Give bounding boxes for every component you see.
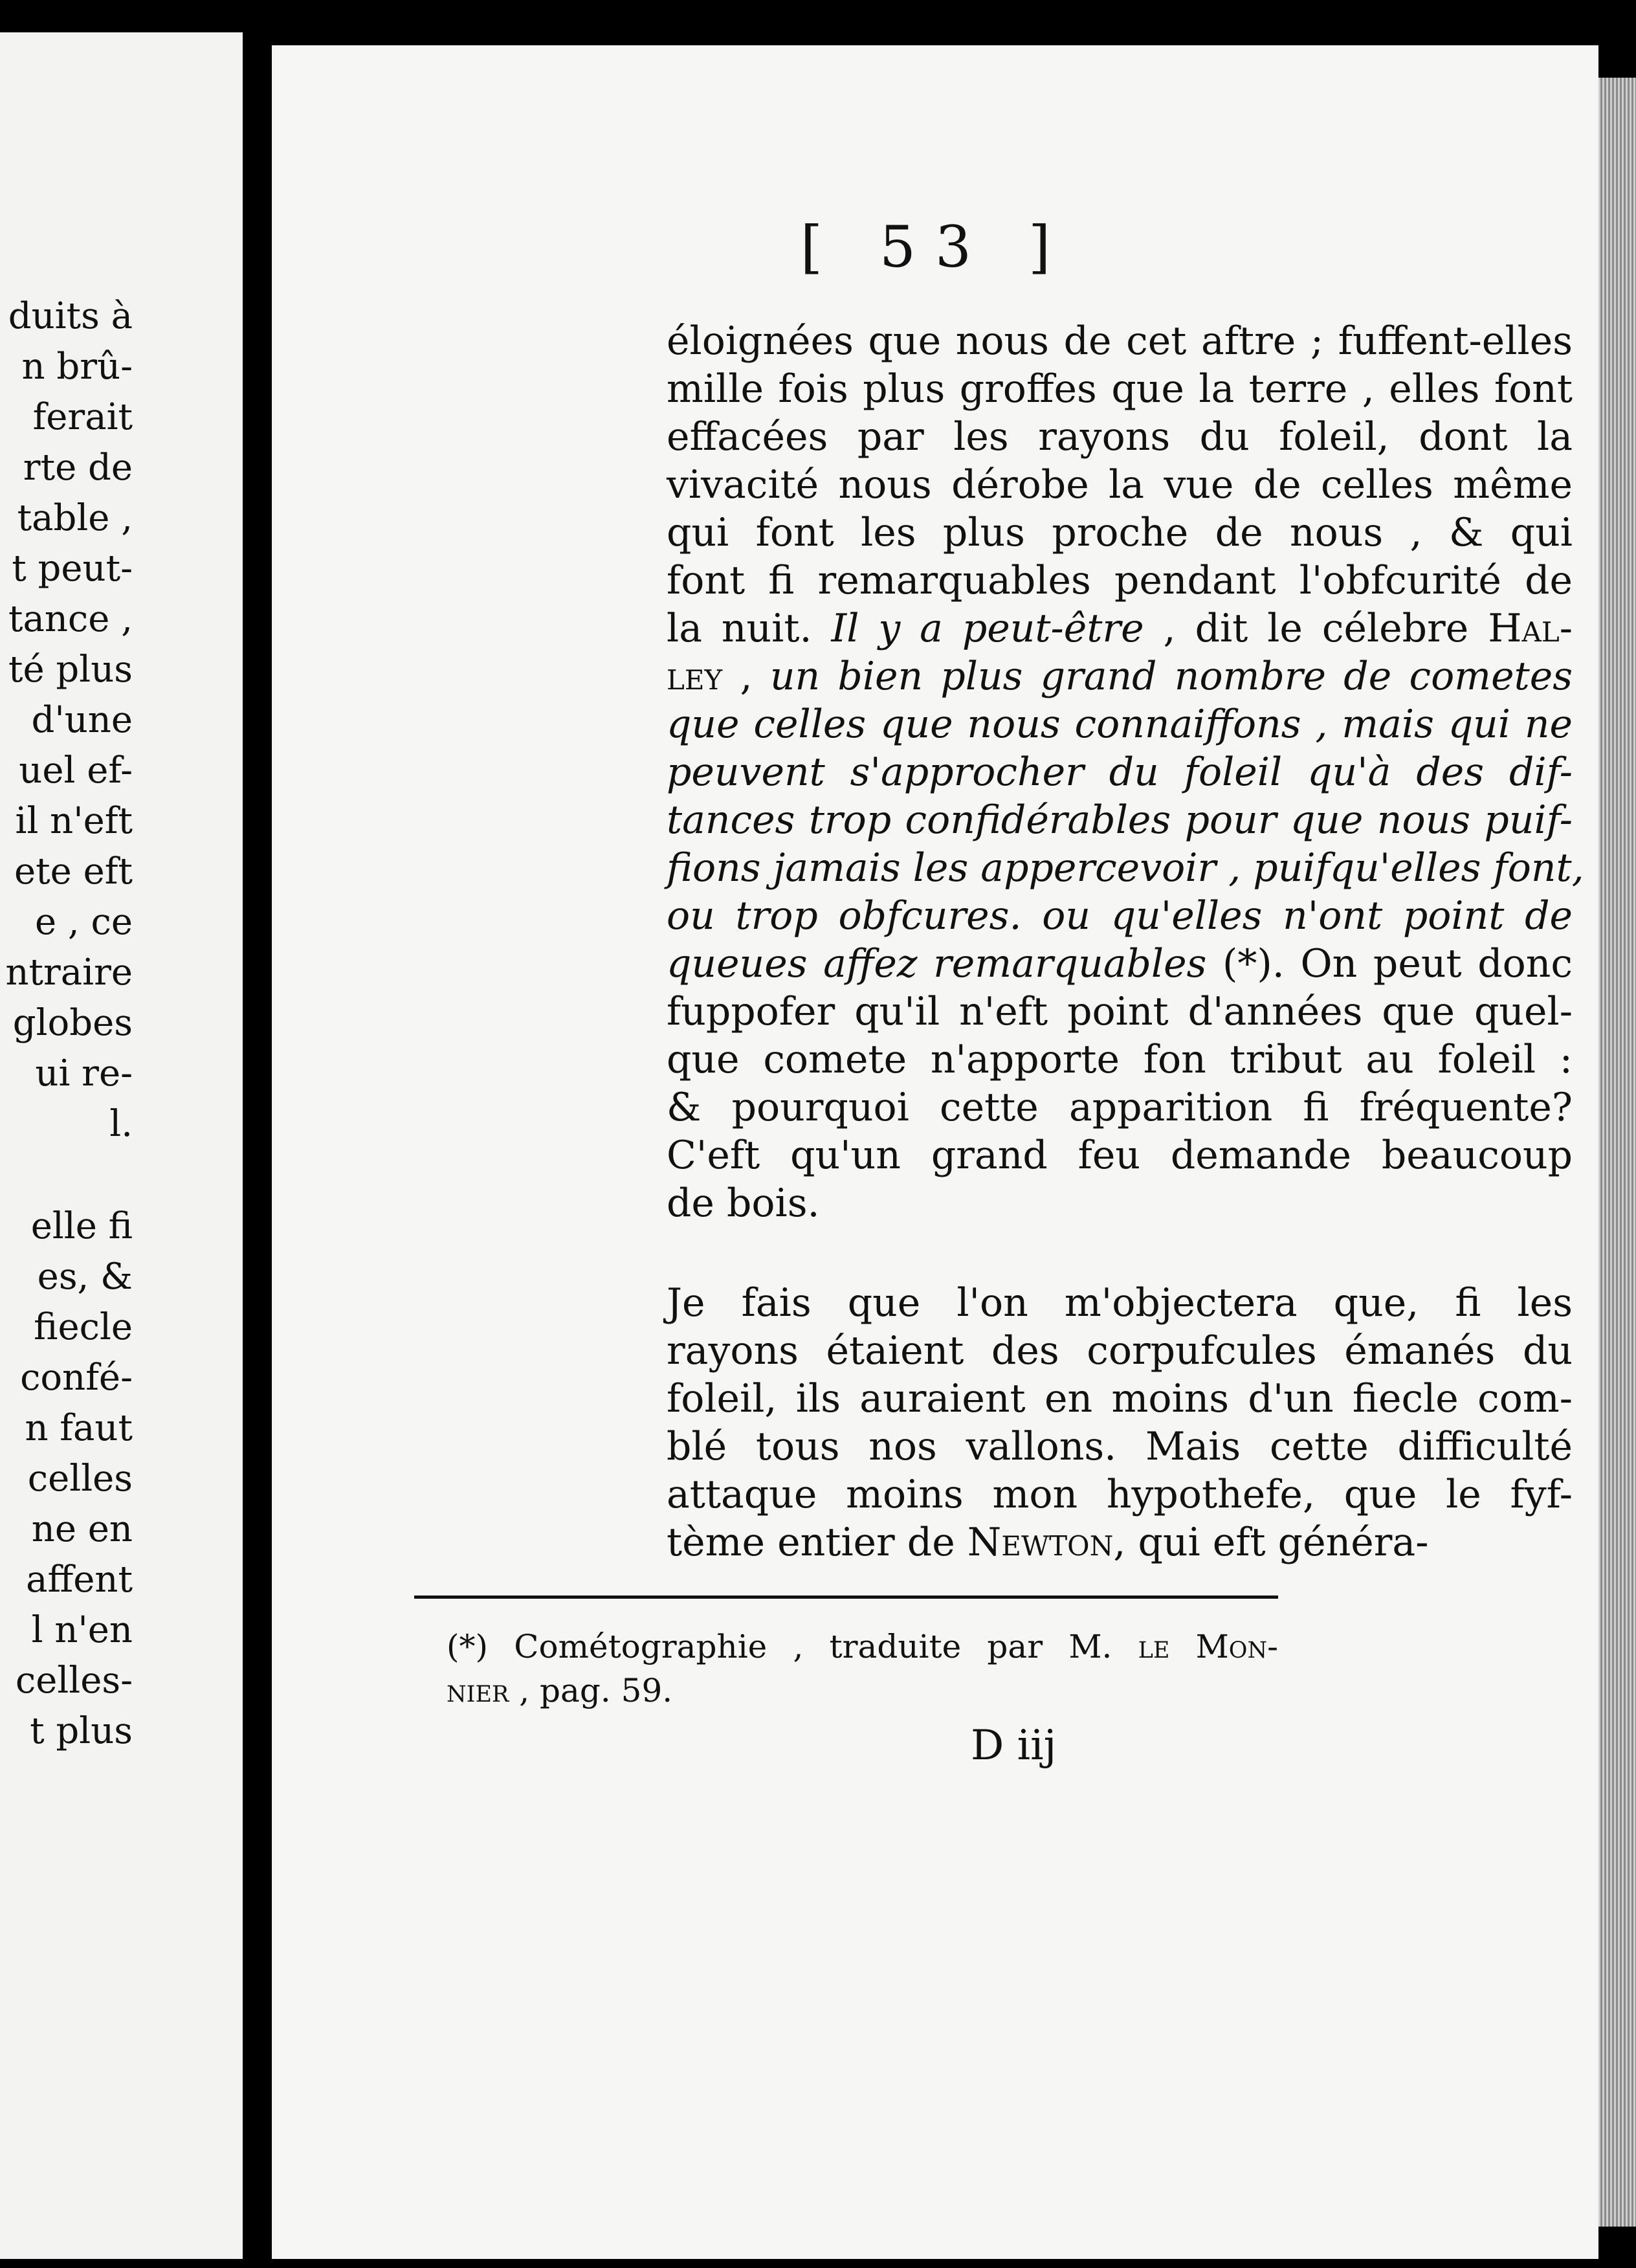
text-line <box>667 557 1573 605</box>
left-page-line: rte de <box>23 447 133 489</box>
text-line-segment: que celles que nous connaiffons , mais qui ne <box>667 702 1573 747</box>
left-page-line: té plus <box>8 649 133 691</box>
footnote-line <box>447 1625 1278 1669</box>
text-line <box>667 509 1573 557</box>
left-page-line: ui re- <box>35 1052 133 1095</box>
text-line-segment: mille fois plus groffes que la terre , elles font <box>667 366 1573 412</box>
text-line-segment: C'eft qu'un grand feu demande beaucoup <box>667 1133 1573 1178</box>
text-line-segment: attaque moins mon hypothefe, que le fyf- <box>667 1472 1573 1517</box>
left-page-line: tance , <box>8 598 133 640</box>
text-line <box>667 1375 1573 1423</box>
body-text <box>667 317 1584 1566</box>
footnote-line-segment: (*) Cométographie , traduite par <box>447 1628 1069 1665</box>
left-page-text <box>5 291 133 1757</box>
text-line-segment: tances trop confidérables pour que nous puif- <box>667 797 1573 843</box>
text-line-segment: éloignées que nous de cet aftre ; fuffent-elles <box>667 318 1573 364</box>
text-line-segment: , qui eft généra- <box>1113 1520 1429 1565</box>
text-line-segment: Il y a peut-être <box>831 606 1144 651</box>
text-line <box>667 796 1573 844</box>
text-line-segment: un bien plus grand nombre de cometes <box>769 654 1573 699</box>
book-gutter <box>243 32 272 2259</box>
text-line-segment: (*). On peut donc <box>1206 941 1573 986</box>
left-page-line: affent <box>26 1559 133 1601</box>
text-line <box>667 892 1573 940</box>
right-page <box>272 45 1598 2259</box>
text-line <box>667 1423 1573 1471</box>
left-page-line: ete eft <box>14 850 133 893</box>
left-page-line: confé- <box>20 1357 133 1399</box>
text-line-segment: fuppofer qu'il n'eft point d'années que quel- <box>667 989 1573 1034</box>
left-page-line: e , ce <box>34 901 133 943</box>
footnote-line <box>447 1669 1278 1713</box>
left-page-line: ntraire <box>5 951 133 994</box>
left-page-line: es, & <box>37 1256 133 1298</box>
text-line <box>667 317 1573 365</box>
left-page-line: globes <box>12 1002 133 1044</box>
text-line <box>667 988 1573 1036</box>
text-line-segment: , <box>722 654 770 699</box>
left-page-line: uel ef- <box>19 750 133 792</box>
text-line-segment: effacées par les rayons du foleil, dont la <box>667 414 1573 460</box>
text-line <box>667 365 1573 413</box>
text-line-segment: de bois. <box>667 1181 820 1226</box>
text-line-segment: queues affez remarquables <box>667 941 1207 986</box>
text-line <box>667 1131 1573 1179</box>
text-line <box>667 1279 1573 1327</box>
left-page-line: n faut <box>25 1407 133 1449</box>
left-page-line: t peut- <box>12 548 133 590</box>
signature-mark: D iij <box>971 1722 1057 1770</box>
left-page-line: n brû- <box>21 346 133 388</box>
text-line-segment: la nuit. <box>667 606 832 651</box>
text-line-segment: , dit le célebre <box>1144 606 1488 651</box>
left-page-line: ne en <box>31 1508 133 1550</box>
text-line-segment: qui font les plus proche de nous , & qui <box>667 510 1573 555</box>
footnote-line-segment: nier <box>447 1672 509 1709</box>
text-line <box>667 1084 1573 1131</box>
text-line <box>667 461 1573 509</box>
paragraph-1 <box>667 317 1584 1227</box>
text-line <box>667 652 1573 700</box>
text-line-segment: vivacité nous dérobe la vue de celles même <box>667 462 1573 507</box>
text-line-segment: font fi remarquables pendant l'obfcurité de <box>667 558 1573 603</box>
text-line-segment: peuvent s'approcher du foleil qu'à des dif- <box>667 750 1573 795</box>
left-page-line: celles <box>27 1458 133 1500</box>
text-line-segment: ou trop obfcures. ou qu'elles n'ont point de <box>667 893 1573 939</box>
text-line-segment: & pourquoi cette apparition fi fréquente? <box>667 1085 1573 1130</box>
left-page-line: d'une <box>31 699 133 741</box>
left-page-line: l n'en <box>31 1609 133 1651</box>
text-line-segment: rayons étaient des corpufcules émanés du <box>667 1328 1573 1373</box>
text-line <box>667 748 1573 796</box>
text-line-segment: ley <box>667 654 723 699</box>
left-page-line: elle fi <box>30 1205 133 1247</box>
text-line-segment: tème entier de <box>667 1520 967 1565</box>
left-page-line: duits à <box>8 295 133 337</box>
text-line <box>667 605 1573 652</box>
left-page-line: fiecle <box>34 1306 133 1348</box>
left-page-line: il n'eft <box>15 800 133 842</box>
left-page-line: celles- <box>15 1660 133 1702</box>
text-line <box>667 1327 1573 1375</box>
text-line <box>667 1518 1573 1566</box>
text-line <box>667 940 1573 988</box>
left-page-line: l. <box>109 1103 133 1145</box>
text-line <box>667 1179 1573 1227</box>
text-line <box>667 1036 1573 1084</box>
footnote-rule <box>414 1595 1278 1599</box>
left-page-line: t plus <box>30 1710 133 1752</box>
text-line-segment: Newton <box>967 1520 1114 1565</box>
footnote-line-segment: , pag. 59. <box>509 1672 673 1709</box>
left-page <box>0 32 243 2259</box>
text-line <box>667 413 1573 461</box>
text-line-segment: Je fais que l'on m'objectera que, fi les <box>667 1280 1573 1326</box>
left-page-line: ferait <box>32 396 133 438</box>
text-line-segment: que comete n'apporte fon tribut au foleil : <box>667 1037 1573 1082</box>
page-edges <box>1598 78 1636 2227</box>
text-line <box>667 1471 1573 1518</box>
text-line <box>667 844 1584 892</box>
footnote-line-segment: M. le Mon- <box>1068 1628 1278 1665</box>
paragraph-2 <box>667 1279 1573 1566</box>
page-number-header: [ 53 ] <box>800 214 1070 280</box>
footnote <box>447 1625 1278 1713</box>
text-line-segment: fions jamais les appercevoir , puifqu'elles font, <box>667 845 1584 891</box>
text-line-segment: foleil, ils auraient en moins d'un fiecle com- <box>667 1376 1573 1421</box>
left-page-line: table , <box>17 497 133 539</box>
text-line <box>667 700 1573 748</box>
text-line-segment: blé tous nos vallons. Mais cette difficulté <box>667 1424 1573 1469</box>
text-line-segment: Hal- <box>1488 606 1573 651</box>
